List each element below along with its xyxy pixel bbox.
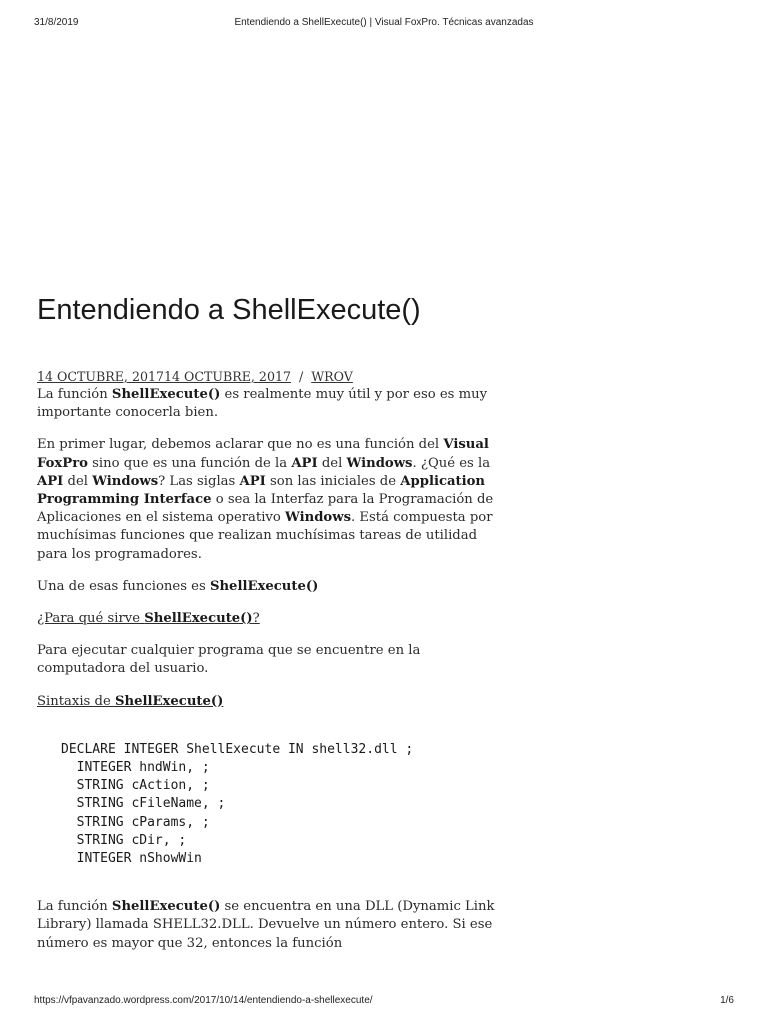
- text: ?: [252, 611, 260, 627]
- bold-term: ShellExecute(): [114, 693, 224, 709]
- text: ? Las siglas: [158, 473, 240, 489]
- paragraph-one-function: [37, 578, 497, 596]
- bold-term: Visual FoxPro: [37, 437, 489, 471]
- post-meta: [37, 368, 497, 386]
- text: del: [63, 473, 93, 489]
- text: En primer lugar, debemos aclarar que no es una función del: [37, 437, 444, 453]
- bold-term: Application Programming Interface: [37, 473, 486, 508]
- bold-term: ShellExecute(): [144, 611, 253, 627]
- text: La función: [37, 899, 112, 915]
- print-page-title: Entendiendo a ShellExecute() | Visual FoxPro. Técnicas avanzadas: [234, 17, 534, 28]
- text: del: [317, 455, 347, 471]
- text: son las iniciales de: [265, 473, 401, 489]
- paragraph-purpose: Para ejecutar cualquier programa que se encuentre en la computadora del usuario.: [37, 643, 421, 677]
- text: sino que es una función de la: [87, 455, 292, 471]
- print-footer: [34, 995, 734, 1009]
- paragraph-api: [37, 436, 497, 563]
- text: se encuentra en una DLL (Dynamic Link Library) llamada SHELL32.DLL. Devuelve un número entero. Si ese número es mayor que 32, entonces la función: [37, 899, 495, 951]
- text: ¿Para qué sirve: [37, 611, 145, 627]
- post-content: [37, 368, 497, 967]
- post-author-link[interactable]: WROV: [311, 369, 353, 384]
- bold-term: ShellExecute(): [209, 578, 319, 594]
- bold-term: Windows: [92, 473, 159, 489]
- text: Una de esas funciones es: [37, 578, 210, 594]
- print-page-number: 1/6: [720, 995, 734, 1006]
- text: o sea la Interfaz para la Programación de Aplicaciones en el sistema operativo: [37, 492, 494, 526]
- heading-para-que-sirve: [37, 610, 497, 628]
- print-header: [34, 17, 734, 31]
- paragraph-dll: [37, 898, 497, 953]
- text: . ¿Qué es la: [412, 455, 491, 471]
- text: Sintaxis de: [37, 693, 115, 709]
- code-block: DECLARE INTEGER ShellExecute IN shell32.dll ; INTEGER hndWin, ; STRING cAction, ; STRING cFileName, ; STRING cParams, ; STRING cDir, ; INTEGER nShowWin: [61, 741, 414, 867]
- bold-term: ShellExecute(): [111, 899, 221, 915]
- bold-term: ShellExecute(): [111, 387, 221, 402]
- bold-term: API: [291, 455, 318, 471]
- text: . Está compuesta por muchísimas funciones que realizan muchísimas tareas de utilidad para los programadores.: [37, 510, 493, 562]
- post-title: Entendiendo a ShellExecute(): [37, 294, 421, 326]
- bold-term: API: [37, 473, 64, 489]
- print-url: https://vfpavanzado.wordpress.com/2017/10/14/entendiendo-a-shellexecute/: [34, 995, 373, 1006]
- post-date-link[interactable]: 14 OCTUBRE, 201714 OCTUBRE, 2017: [37, 369, 291, 384]
- text: es realmente muy útil y por eso es muy importante conocerla bien.: [37, 387, 488, 421]
- print-date: 31/8/2019: [34, 17, 79, 28]
- bold-term: Windows: [346, 455, 413, 471]
- meta-separator: /: [298, 369, 304, 384]
- heading-sintaxis: [37, 693, 497, 711]
- bold-term: API: [239, 473, 266, 489]
- bold-term: Windows: [285, 510, 352, 526]
- text: La función: [37, 387, 112, 402]
- paragraph-intro: [37, 386, 497, 422]
